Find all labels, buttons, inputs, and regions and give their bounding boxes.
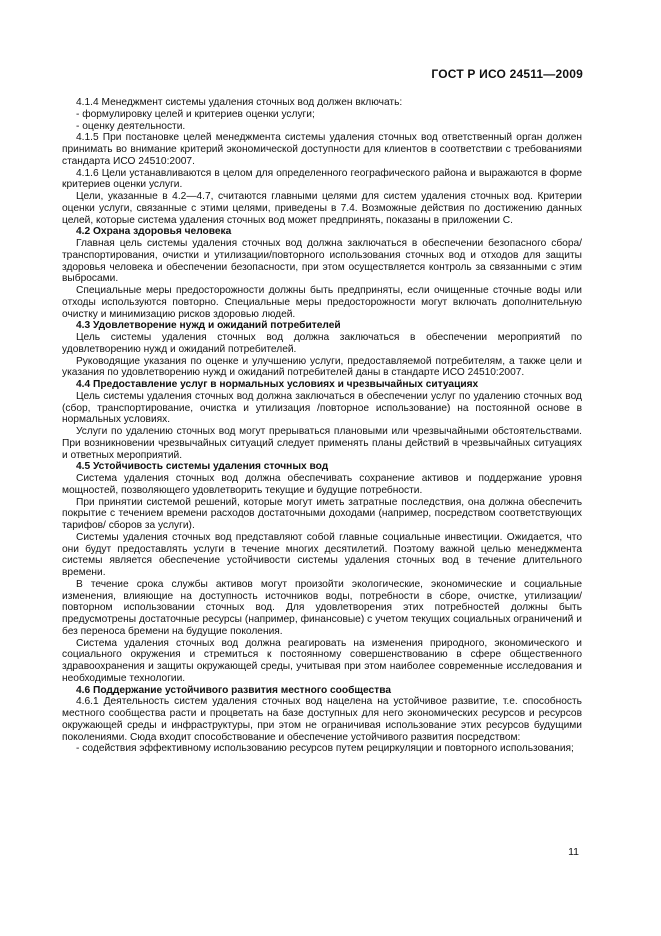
paragraph: Цели, указанные в 4.2—4.7, считаются главными целями для систем удаления сточных вод. Критерии оценки услуги, связанные с этими целями, приведены в 7.4. Возможные действия по достижению данных целей, которые система удаления сточных вод может предпринять, показаны в приложении С. xyxy=(62,191,582,226)
paragraph: Система удаления сточных вод должна обеспечивать сохранение активов и поддержание уровня мощностей, позволяющего удовлетворить текущие и будущие потребности. xyxy=(62,473,582,496)
paragraph: Главная цель системы удаления сточных вод должна заключаться в обеспечении безопасного сбора/транспортирования, очистки и утилизации/повторного использования сточных вод и отходов для защиты здоровья человека и обеспечении безопасности, при этом осуществляется контроль за связанными с этим выбросами. xyxy=(62,238,582,285)
section-heading: 4.5 Устойчивость системы удаления сточных вод xyxy=(76,461,329,473)
paragraph: 4.1.6 Цели устанавливаются в целом для определенного географического района и выражаются в форме критериев оценки услуги. xyxy=(62,167,582,191)
section-heading: 4.4 Предоставление услуг в нормальных условиях и чрезвычайных ситуациях xyxy=(76,379,479,390)
page-number: 11 xyxy=(568,846,579,858)
paragraph: В течение срока службы активов могут произойти экологические, экономические и социальные изменения, влияющие на доступность источников воды, потребности в сборе, очистке, утилизации/повторном использовании сточных вод. Для удовлетворения этих потребностей должны быть предусмотрены достаточные ресурсы (например, финансовые) с учетом текущих социальных ограничений и без переноса бремени на будущие поколения. xyxy=(62,578,582,637)
paragraph: Системы удаления сточных вод представляют собой главные социальные инвестиции. Ожидается, что они будут предоставлять услуги в течение многих десятилетий. Поэтому важной целью менеджмента системы является обеспечение устойчивости системы удаления сточных вод в течение длительного времени. xyxy=(62,531,582,578)
paragraph: Система удаления сточных вод должна реагировать на изменения природного, экономического и социального окружения и стремиться к постоянному совершенствованию в сфере общественного здравоохранения и защиты окружающей среды, учитывая при этом наиболее современные исследования и необходимые технологии. xyxy=(62,637,582,684)
paragraph: Специальные меры предосторожности должны быть предприняты, если очищенные сточные воды или отходы используются повторно. Специальные меры предосторожности могут включать дополнительную очистку и минимизацию рисков здоровью людей. xyxy=(62,285,582,320)
list-item: - оценку деятельности. xyxy=(76,120,186,132)
paragraph: Цель системы удаления сточных вод должна заключаться в обеспечении услуг по удалению сточных вод (сбор, транспортирование, очистка и утилизация /повторное использование) на постоянной основе в нормальных условиях. xyxy=(62,390,582,426)
document-header: ГОСТ Р ИСО 24511—2009 xyxy=(431,67,583,81)
paragraph: Руководящие указания по оценке и улучшению услуги, предоставляемой потребителям, а также цели и указания по удовлетворению нужд и ожиданий потребителей даны в стандарте ИСО 24510:2007. xyxy=(62,355,582,379)
paragraph: При принятии системой решений, которые могут иметь затратные последствия, она должна обеспечить покрытие с течением времени расходов достаточными доходами (например, посредством соответствующих тарифов/ сборов за услуги). xyxy=(62,496,582,531)
paragraph: Услуги по удалению сточных вод могут прерываться плановыми или чрезвычайными обстоятельствами. При возникновении чрезвычайных ситуаций следует применять планы действий в чрезвычайных ситуациях и ответных мероприятий. xyxy=(62,426,582,461)
paragraph: 4.1.5 При постановке целей менеджмента системы удаления сточных вод ответственный орган должен принимать во внимание критерий экономической доступности для клиентов в соответствии с требованиями стандарта ИСО 24510:2007. xyxy=(62,132,582,167)
document-body xyxy=(62,97,582,755)
list-item: - содействия эффективному использованию ресурсов путем рециркуляции и повторного использования; xyxy=(76,743,574,755)
paragraph: 4.6.1 Деятельность систем удаления сточных вод нацелена на устойчивое развитие, т.е. способность местного сообщества расти и процветать на базе доступных для него экономических ресурсов и ресурсов окружающей среды и инфраструктуры, при этом не ограничивая использование этих ресурсов будущими поколениями. Сюда входит способствование и обеспечение устойчивого развития посредством: xyxy=(62,696,582,743)
section-heading: 4.6 Поддержание устойчивого развития местного сообщества xyxy=(76,684,391,696)
list-item: - формулировку целей и критериев оценки услуги; xyxy=(76,108,315,120)
section-heading: 4.2 Охрана здоровья человека xyxy=(76,226,232,238)
paragraph: Цель системы удаления сточных вод должна заключаться в обеспечении мероприятий по удовлетворению нужд и ожиданий потребителей. xyxy=(62,332,582,355)
section-heading: 4.3 Удовлетворение нужд и ожиданий потребителей xyxy=(76,320,341,332)
paragraph: 4.1.4 Менеджмент системы удаления сточных вод должен включать: xyxy=(76,97,403,108)
